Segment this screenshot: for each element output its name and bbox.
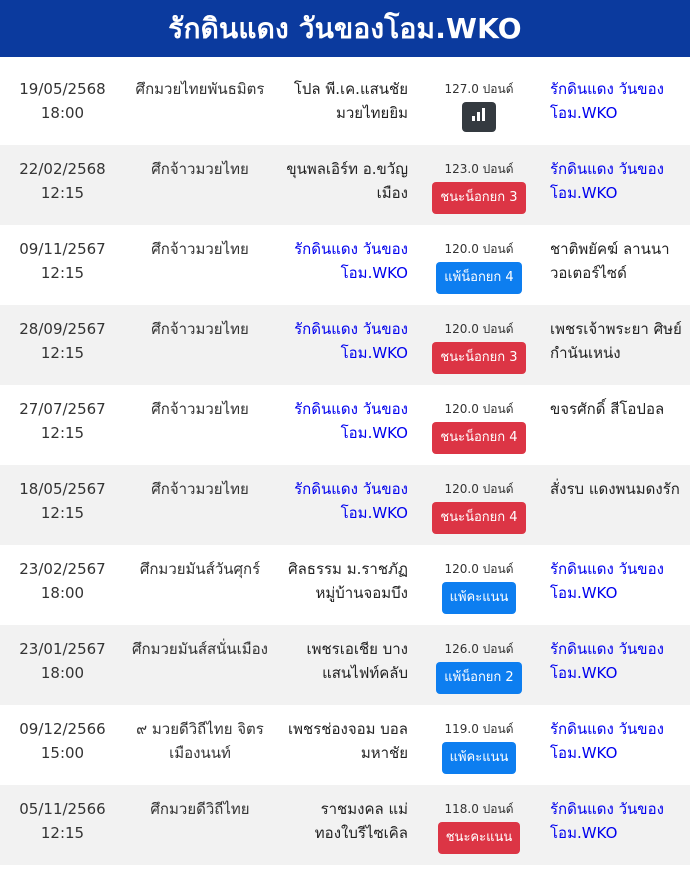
red-corner (282, 637, 408, 685)
event-name: ศึกจ้าวมวยไทย (151, 480, 249, 498)
fight-date: 09/11/2567 (19, 240, 106, 258)
event-name: ศึกมวยมันส์วันศุกร์ (139, 560, 261, 578)
fight-datetime (0, 237, 125, 285)
result-badge: ชนะน็อกยก 4 (432, 502, 525, 534)
result-badge: ชนะน็อกยก 4 (432, 422, 525, 454)
header-spacer (0, 57, 690, 65)
result-badge: ชนะน็อกยก 3 (432, 342, 525, 374)
fight-result-cell (420, 237, 538, 294)
fight-weight: 123.0 ปอนด์ (444, 162, 514, 176)
red-corner (282, 77, 408, 125)
fight-weight: 119.0 ปอนด์ (444, 722, 514, 736)
fight-datetime (0, 637, 125, 685)
event-name: ศึกมวยมันส์สนั่นเมือง (131, 640, 268, 658)
fight-datetime (0, 717, 125, 765)
blue-corner-fighter-link[interactable]: รักดินแดง วันของโอม.WKO (550, 160, 664, 202)
fight-date: 09/12/2566 (19, 720, 106, 738)
fight-row (0, 705, 690, 785)
fight-result-cell (420, 77, 538, 132)
fight-date: 27/07/2567 (19, 400, 106, 418)
fight-weight: 127.0 ปอนด์ (444, 82, 514, 96)
fight-date: 22/02/2568 (19, 160, 106, 178)
red-corner (282, 397, 408, 445)
result-badge: แพ้คะแนน (442, 742, 517, 774)
red-corner (282, 237, 408, 285)
blue-corner-fighter-link[interactable]: รักดินแดง วันของโอม.WKO (550, 800, 664, 842)
fight-history-list (0, 65, 690, 865)
result-badge: แพ้คะแนน (442, 582, 517, 614)
fight-row (0, 465, 690, 545)
fight-result-cell (420, 317, 538, 374)
blue-corner (550, 637, 685, 685)
blue-corner (550, 317, 685, 365)
blue-corner (550, 237, 685, 285)
red-corner (282, 717, 408, 765)
fight-weight: 118.0 ปอนด์ (444, 802, 514, 816)
fight-row (0, 385, 690, 465)
fight-time: 12:15 (40, 824, 85, 842)
event-name: ศึกมวยดีวิถีไทย (150, 800, 250, 818)
result-badge: ชนะคะแนน (438, 822, 521, 854)
event-name: ศึกจ้าวมวยไทย (151, 160, 249, 178)
fight-time: 18:00 (40, 664, 85, 682)
fight-date: 28/09/2567 (19, 320, 106, 338)
red-corner-fighter: ราชมงคล แม่ทองใบรีไซเคิล (314, 800, 408, 842)
fight-datetime (0, 317, 125, 365)
fight-datetime (0, 157, 125, 205)
blue-corner-fighter: เพชรเจ้าพระยา ศิษย์กำนันเหน่ง (550, 320, 682, 362)
fight-date: 23/01/2567 (19, 640, 106, 658)
result-badge: ชนะน็อกยก 3 (432, 182, 525, 214)
event-name: ๙ มวยดีวิถีไทย จิตรเมืองนนท์ (136, 720, 264, 762)
fight-weight: 126.0 ปอนด์ (444, 642, 514, 656)
bar-chart-icon (470, 105, 488, 129)
fight-time: 12:15 (40, 344, 85, 362)
red-corner-fighter-link[interactable]: รักดินแดง วันของโอม.WKO (294, 240, 408, 282)
fight-weight: 120.0 ปอนด์ (444, 242, 514, 256)
fight-weight: 120.0 ปอนด์ (444, 402, 514, 416)
fight-row (0, 305, 690, 385)
red-corner-fighter: เพชรช่องจอม บอลมหาชัย (288, 720, 408, 762)
blue-corner (550, 477, 685, 501)
red-corner-fighter: เพชรเอเชีย บางแสนไฟท์คลับ (306, 640, 408, 682)
red-corner (282, 477, 408, 525)
event-name: ศึกจ้าวมวยไทย (151, 240, 249, 258)
fight-date: 23/02/2567 (19, 560, 106, 578)
fight-time: 12:15 (40, 184, 85, 202)
blue-corner (550, 797, 685, 845)
fight-result-cell (420, 557, 538, 614)
fight-date: 18/05/2567 (19, 480, 106, 498)
fight-weight: 120.0 ปอนด์ (444, 482, 514, 496)
fight-datetime (0, 397, 125, 445)
red-corner-fighter-link[interactable]: รักดินแดง วันของโอม.WKO (294, 320, 408, 362)
event-name: ศึกจ้าวมวยไทย (151, 400, 249, 418)
fight-result-cell (420, 717, 538, 774)
fight-row (0, 625, 690, 705)
fight-row (0, 545, 690, 625)
fight-time: 18:00 (40, 104, 85, 122)
fight-weight: 120.0 ปอนด์ (444, 322, 514, 336)
red-corner-fighter-link[interactable]: รักดินแดง วันของโอม.WKO (294, 400, 408, 442)
fight-row (0, 65, 690, 145)
fight-date: 19/05/2568 (19, 80, 106, 98)
fight-row (0, 145, 690, 225)
red-corner (282, 557, 408, 605)
fight-result-cell (420, 157, 538, 214)
fight-time: 12:15 (40, 264, 85, 282)
fight-datetime (0, 477, 125, 525)
fight-datetime (0, 557, 125, 605)
fight-time: 15:00 (40, 744, 85, 762)
event-name: ศึกจ้าวมวยไทย (151, 320, 249, 338)
event-name: ศึกมวยไทยพันธมิตร (135, 80, 265, 98)
fight-datetime (0, 77, 125, 125)
red-corner-fighter: ศิลธรรม ม.ราชภัฏหมู่บ้านจอมบึง (288, 560, 408, 602)
red-corner (282, 317, 408, 365)
red-corner-fighter: โปล พี.เค.แสนชัยมวยไทยยิม (293, 80, 408, 122)
blue-corner-fighter-link[interactable]: รักดินแดง วันของโอม.WKO (550, 560, 664, 602)
red-corner-fighter-link[interactable]: รักดินแดง วันของโอม.WKO (294, 480, 408, 522)
fight-result-cell (420, 397, 538, 454)
blue-corner-fighter-link[interactable]: รักดินแดง วันของโอม.WKO (550, 720, 664, 762)
fight-result-cell (420, 477, 538, 534)
blue-corner-fighter-link[interactable]: รักดินแดง วันของโอม.WKO (550, 640, 664, 682)
blue-corner (550, 77, 685, 125)
blue-corner-fighter-link[interactable]: รักดินแดง วันของโอม.WKO (550, 80, 664, 122)
fight-row (0, 225, 690, 305)
fight-weight: 120.0 ปอนด์ (444, 562, 514, 576)
red-corner (282, 797, 408, 845)
blue-corner-fighter: สั่งรบ แดงพนมดงรัก (550, 480, 680, 498)
blue-corner-fighter: ชาติพยัคฆ์ ลานนาวอเตอร์ไซด์ (550, 240, 670, 282)
stats-button[interactable] (462, 102, 496, 132)
fight-datetime (0, 797, 125, 845)
red-corner (282, 157, 408, 205)
fight-result-cell (420, 797, 538, 854)
fight-time: 12:15 (40, 424, 85, 442)
result-badge: แพ้น็อกยก 2 (436, 662, 521, 694)
fight-time: 18:00 (40, 584, 85, 602)
blue-corner (550, 717, 685, 765)
blue-corner-fighter: ขจรศักดิ์ สีโอปอล (550, 400, 665, 418)
red-corner-fighter: ขุนพลเอิร์ท อ.ขวัญเมือง (286, 160, 408, 202)
page-title: รักดินแดง วันของโอม.WKO (0, 0, 690, 57)
fight-time: 12:15 (40, 504, 85, 522)
blue-corner (550, 157, 685, 205)
fight-result-cell (420, 637, 538, 694)
blue-corner (550, 557, 685, 605)
blue-corner (550, 397, 685, 421)
fight-row (0, 785, 690, 865)
fight-date: 05/11/2566 (19, 800, 106, 818)
result-badge: แพ้น็อกยก 4 (436, 262, 521, 294)
